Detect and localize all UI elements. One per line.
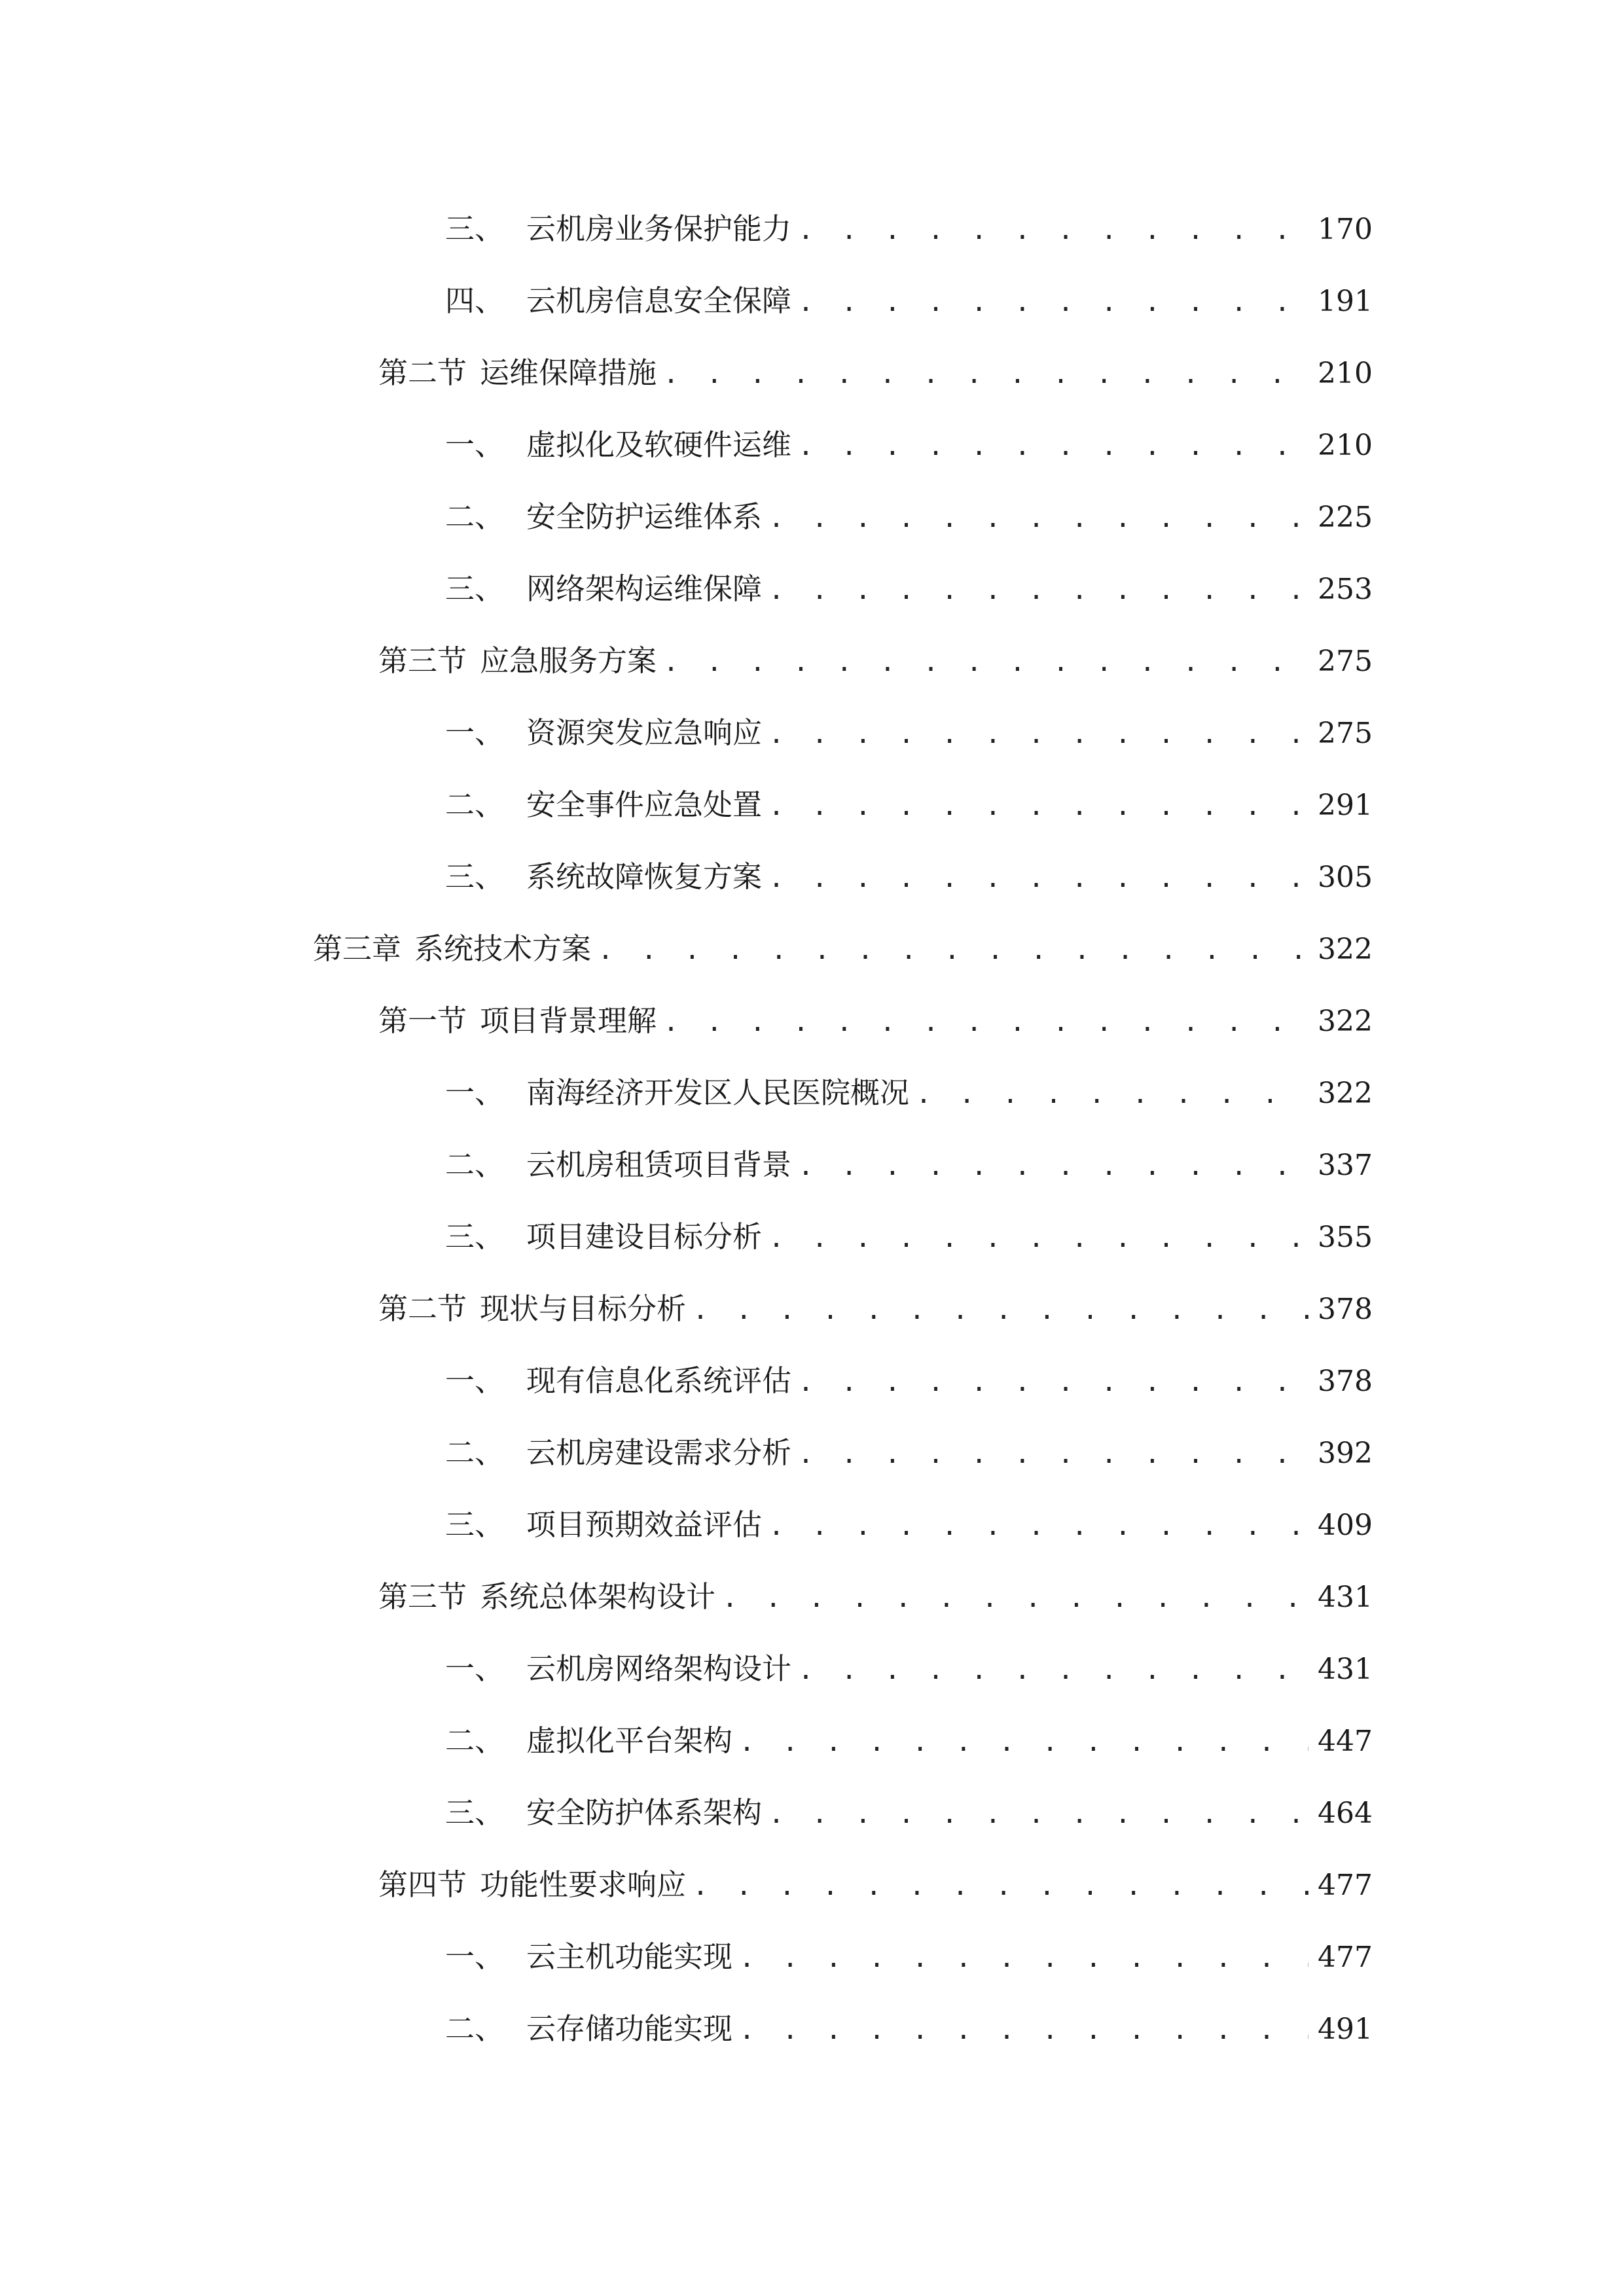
toc-entry-number: 三、 (445, 1795, 505, 1830)
toc-leader-dots (798, 204, 1308, 257)
toc-entry-page: 322 (1318, 1077, 1373, 1110)
toc-entry[interactable] (0, 1643, 1624, 1695)
toc-entry-page: 275 (1318, 717, 1373, 750)
toc-entry-number: 二、 (445, 499, 505, 534)
toc-entry-title: 资源突发应急响应 (526, 715, 763, 750)
toc-entry-number: 第二节 (378, 1291, 467, 1326)
toc-entry-page: 431 (1318, 1653, 1373, 1686)
toc-entry-number: 一、 (445, 427, 505, 462)
toc-entry-title: 网络架构运维保障 (526, 571, 763, 606)
toc-entry[interactable] (0, 1931, 1624, 1983)
toc-leader-dots (768, 852, 1308, 905)
toc-entry-number: 二、 (445, 1723, 505, 1758)
toc-entry-page: 191 (1318, 285, 1373, 318)
toc-entry-number: 二、 (445, 1435, 505, 1470)
toc-leader-dots (798, 1428, 1308, 1480)
toc-entry-number: 二、 (445, 1147, 505, 1182)
toc-leader-dots (768, 1212, 1308, 1265)
toc-leader-dots (663, 996, 1308, 1049)
toc-leader-dots (916, 1068, 1308, 1121)
toc-entry-page: 337 (1318, 1149, 1373, 1182)
toc-entry-page: 409 (1318, 1509, 1373, 1542)
toc-entry-page: 225 (1318, 501, 1373, 534)
toc-entry-number: 四、 (445, 283, 505, 318)
toc-leader-dots (739, 1716, 1308, 1768)
toc-leader-dots (739, 1932, 1308, 1984)
toc-leader-dots (768, 492, 1308, 545)
toc-entry-title: 功能性要求响应 (480, 1867, 687, 1902)
toc-entry-title: 云机房建设需求分析 (526, 1435, 792, 1470)
toc-entry-title: 云机房信息安全保障 (526, 283, 792, 318)
toc-leader-dots (693, 1860, 1308, 1912)
toc-entry-page: 210 (1318, 429, 1373, 462)
toc-entry[interactable] (0, 1283, 1624, 1335)
toc-entry-number: 一、 (445, 1363, 505, 1398)
toc-entry[interactable] (0, 779, 1624, 831)
toc-entry-page: 378 (1318, 1293, 1373, 1326)
toc-entry-page: 322 (1318, 1005, 1373, 1038)
toc-entry-page: 431 (1318, 1581, 1373, 1614)
toc-entry-page: 291 (1318, 789, 1373, 822)
toc-leader-dots (739, 2004, 1308, 2056)
toc-entry-title: 项目预期效益评估 (526, 1507, 763, 1542)
toc-entry-title: 安全防护体系架构 (526, 1795, 763, 1830)
toc-leader-dots (798, 420, 1308, 473)
toc-entry[interactable] (0, 275, 1624, 327)
toc-entry-page: 491 (1318, 2013, 1373, 2046)
toc-entry[interactable] (0, 2003, 1624, 2055)
toc-entry-number: 二、 (445, 2011, 505, 2046)
toc-entry-page: 447 (1318, 1725, 1373, 1758)
toc-entry-number: 一、 (445, 1075, 505, 1110)
toc-leader-dots (598, 924, 1308, 977)
toc-entry-number: 第三章 (313, 931, 402, 966)
toc-entry-page: 253 (1318, 573, 1373, 606)
toc-entry-number: 三、 (445, 1507, 505, 1542)
toc-entry-number: 三、 (445, 211, 505, 246)
toc-leader-dots (663, 348, 1308, 401)
toc-leader-dots (798, 1644, 1308, 1696)
toc-entry-title: 云机房租赁项目背景 (526, 1147, 792, 1182)
toc-entry[interactable] (0, 707, 1624, 759)
toc-entry-number: 三、 (445, 859, 505, 894)
toc-entry-title: 应急服务方案 (480, 643, 657, 678)
toc-leader-dots (768, 1788, 1308, 1840)
toc-entry-number: 一、 (445, 715, 505, 750)
toc-entry-page: 355 (1318, 1221, 1373, 1254)
toc-entry-number: 第二节 (378, 355, 467, 390)
toc-entry-title: 云主机功能实现 (526, 1939, 733, 1974)
toc-entry[interactable] (0, 1715, 1624, 1767)
toc-entry-title: 安全防护运维体系 (526, 499, 763, 534)
toc-entry-page: 170 (1318, 213, 1373, 246)
toc-entry[interactable] (0, 563, 1624, 615)
toc-entry-number: 二、 (445, 787, 505, 822)
toc-entry-title: 虚拟化及软硬件运维 (526, 427, 792, 462)
toc-entry-title: 虚拟化平台架构 (526, 1723, 733, 1758)
toc-entry[interactable] (0, 995, 1624, 1047)
toc-leader-dots (768, 780, 1308, 833)
toc-entry-page: 477 (1318, 1869, 1373, 1902)
toc-leader-dots (693, 1284, 1308, 1336)
toc-leader-dots (798, 1140, 1308, 1193)
toc-entry[interactable] (0, 851, 1624, 903)
toc-entry-page: 392 (1318, 1437, 1373, 1470)
toc-leader-dots (768, 1500, 1308, 1552)
toc-entry-number: 一、 (445, 1939, 505, 1974)
toc-entry-page: 378 (1318, 1365, 1373, 1398)
toc-entry-number: 一、 (445, 1651, 505, 1686)
toc-entry-title: 运维保障措施 (480, 355, 657, 390)
toc-entry-page: 477 (1318, 1941, 1373, 1974)
toc-entry-number: 第三节 (378, 1579, 467, 1614)
toc-entry[interactable] (0, 1427, 1624, 1479)
toc-leader-dots (663, 636, 1308, 689)
toc-entry-title: 系统故障恢复方案 (526, 859, 763, 894)
toc-entry[interactable] (0, 419, 1624, 471)
toc-entry-number: 三、 (445, 1219, 505, 1254)
toc-entry-title: 项目建设目标分析 (526, 1219, 763, 1254)
toc-leader-dots (798, 276, 1308, 329)
toc-leader-dots (722, 1572, 1308, 1624)
toc-entry[interactable] (0, 347, 1624, 399)
toc-entry[interactable] (0, 1139, 1624, 1191)
toc-entry[interactable] (0, 1859, 1624, 1911)
toc-leader-dots (798, 1356, 1308, 1408)
toc-entry-title: 现状与目标分析 (480, 1291, 687, 1326)
toc-entry-title: 云存储功能实现 (526, 2011, 733, 2046)
toc-leader-dots (768, 708, 1308, 761)
toc-entry-page: 322 (1318, 933, 1373, 966)
toc-entry[interactable] (0, 923, 1624, 975)
toc-entry[interactable] (0, 1787, 1624, 1839)
toc-entry-title: 南海经济开发区人民医院概况 (526, 1075, 910, 1110)
toc-entry[interactable] (0, 635, 1624, 687)
toc-entry[interactable] (0, 1067, 1624, 1119)
toc-entry-page: 275 (1318, 645, 1373, 678)
toc-entry-title: 项目背景理解 (480, 1003, 657, 1038)
toc-entry-number: 第一节 (378, 1003, 467, 1038)
toc-entry[interactable] (0, 1211, 1624, 1263)
toc-entry-title: 系统技术方案 (414, 931, 592, 966)
toc-entry-page: 210 (1318, 357, 1373, 390)
toc-entry-title: 安全事件应急处置 (526, 787, 763, 822)
toc-entry-page: 305 (1318, 861, 1373, 894)
toc-entry[interactable] (0, 1571, 1624, 1623)
toc-entry-number: 第三节 (378, 643, 467, 678)
toc-entry[interactable] (0, 1499, 1624, 1551)
toc-entry-page: 464 (1318, 1797, 1373, 1830)
toc-entry[interactable] (0, 203, 1624, 255)
toc-entry-number: 第四节 (378, 1867, 467, 1902)
toc-entry-number: 三、 (445, 571, 505, 606)
toc-entry[interactable] (0, 491, 1624, 543)
toc-entry-title: 云机房业务保护能力 (526, 211, 792, 246)
toc-entry-title: 系统总体架构设计 (480, 1579, 716, 1614)
toc-entry-title: 云机房网络架构设计 (526, 1651, 792, 1686)
toc-leader-dots (768, 564, 1308, 617)
toc-entry-title: 现有信息化系统评估 (526, 1363, 792, 1398)
toc-entry[interactable] (0, 1355, 1624, 1407)
